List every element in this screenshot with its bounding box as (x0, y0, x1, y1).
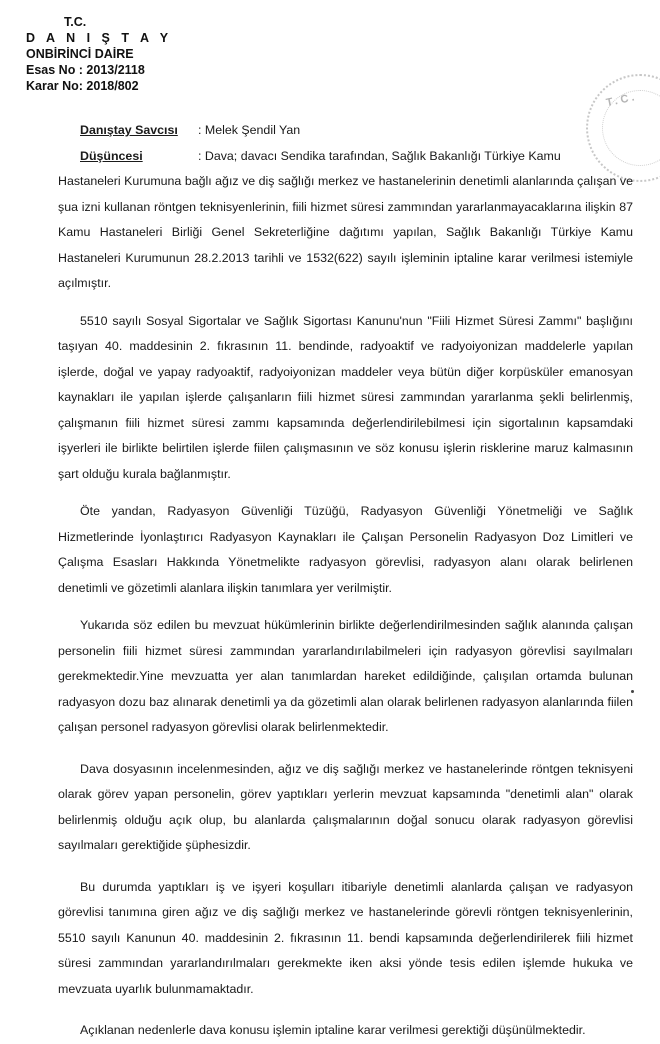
document-header (26, 14, 172, 94)
header-tc: T.C. (64, 15, 87, 29)
savci-value: : Melek Şendil Yan (198, 123, 301, 137)
header-esas-no: Esas No : 2013/2118 (26, 63, 145, 77)
stamp-text: T.C. (605, 90, 639, 110)
dusunce-line (58, 144, 633, 170)
dusunce-label: Düşüncesi (80, 148, 143, 163)
paragraph-5: Dava dosyasının incelenmesinden, ağız ve diş sağlığı merkez ve hastanelerinde röntgen teknisyeni olarak görev yapan personelin, görev yaptıkları yerlerin mevzuat kapsamında "denetimli alan" olarak belirlenmiş olduğu açık olup, bu alanlarda çalışmalarının doğal sonucu olarak radyasyon görevlisi sayılmaları gerektiğide şüphesizdir. (58, 761, 633, 852)
savci-label: Danıştay Savcısı (80, 123, 178, 137)
dusunce-value: : Dava; davacı Sendika tarafından, Sağlık Bakanlığı Türkiye Kamu (198, 148, 561, 163)
paragraph-4: Yukarıda söz edilen bu mevzuat hükümlerinin birlikte değerlendirilmesinden sağlık alanında çalışan personelin fiili hizmet süresi zammından yararlandırılabilmeleri için radyasyon görevlisi sayılmaları gerekmektedir.Yine mevzuatta yer alan tanımlardan hareket edildiğinde, çalışılan ortamda bulunan radyasyon dozu baz alınarak denetimli ya da gözetimli alan olarak belirlenen radyasyon alanlarında fiilen çalışan personel radyasyon görevlisi olarak belirlenmektedir. (58, 618, 633, 734)
paragraph-7: Açıklanan nedenlerle dava konusu işlemin iptaline karar verilmesi gerektiği düşünülmektedir. (80, 1023, 586, 1037)
header-chamber: ONBİRİNCİ DAİRE (26, 47, 134, 61)
paragraph-2: 5510 sayılı Sosyal Sigortalar ve Sağlık Sigortası Kanunu'nun "Fiili Hizmet Süresi Zammı" başlığını taşıyan 40. maddesinin 2. fıkrasının 11. bendinde, radyoaktif ve radyoiyonizan maddelerle yapılan işlerde, doğal ve yapay radyoaktif, radyoiyonizan maddeler veya bütün diğer korpüsküler emanosyan kaynakları ile yapılan işlerde çalışanların fiili hizmet süresi zammından yararlanma şekli belirlenmiş, çalışmanın fiili hizmet süresi zammı kapsamında değerlendirilebilmesi için sigortalının kapsamdaki işyerleri ile birlikte belirtilen işlerde fiilen çalışmasının ve söz konusu işlerin risklerine maruz kalmasının şart olduğu kurala bağlanmıştır. (58, 313, 633, 481)
document-body (58, 118, 633, 1044)
paragraph-6: Bu durumda yaptıkları iş ve işyeri koşulları itibariyle denetimli alanlarda çalışan ve radyasyon görevlisi tanımına giren ağız ve diş sağlığı merkez ve hastanelerinde görevli röntgen teknisyenlerinin, 5510 sayılı Kanunun 40. maddesinin 2. fıkrasının 11. bendi kapsamında değerlendirilerek fiili hizmet süresi zammından yararlandırılmaları gerekmekte iken aksi yönde tesis edilen işlemde hukuka ve mevzuata uyarlık bulunmamaktadır. (58, 879, 633, 996)
savci-line (58, 118, 633, 144)
paragraph-3: Öte yandan, Radyasyon Güvenliği Tüzüğü, Radyasyon Güvenliği Yönetmeliği ve Sağlık Hizmetlerinde İyonlaştırıcı Radyasyon Kaynakları ile Çalışan Personelin Radyasyon Doz Limitleri ve Çalışma Esasları Hakkında Yönetmelikte radyasyon görevlisi, radyasyon alanı olarak belirlenen denetimli ve gözetimli alanlara ilişkin tanımlara yer verilmiştir. (58, 504, 633, 595)
header-karar-no: Karar No: 2018/802 (26, 79, 139, 93)
header-court: D A N I Ş T A Y (26, 31, 173, 45)
paragraph-1: Hastaneleri Kurumuna bağlı ağız ve diş sağlığı merkez ve hastanelerinin denetimli alanlarında çalışan ve şua izni kullanan röntgen teknisyenlerinin, fiili hizmet süresi zammından yararlanmayacaklarına ilişkin 87 Kamu Hastaneleri Birliği Genel Sekreterliğine dağıtımı yapılan, Sağlık Bakanlığı Türkiye Kamu Hastaneleri Kurumunun 28.2.2013 tarihli ve 1532(622) sayılı işleminin iptaline karar verilmesi istemiyle açılmıştır. (58, 174, 633, 290)
scan-dot (631, 690, 634, 693)
